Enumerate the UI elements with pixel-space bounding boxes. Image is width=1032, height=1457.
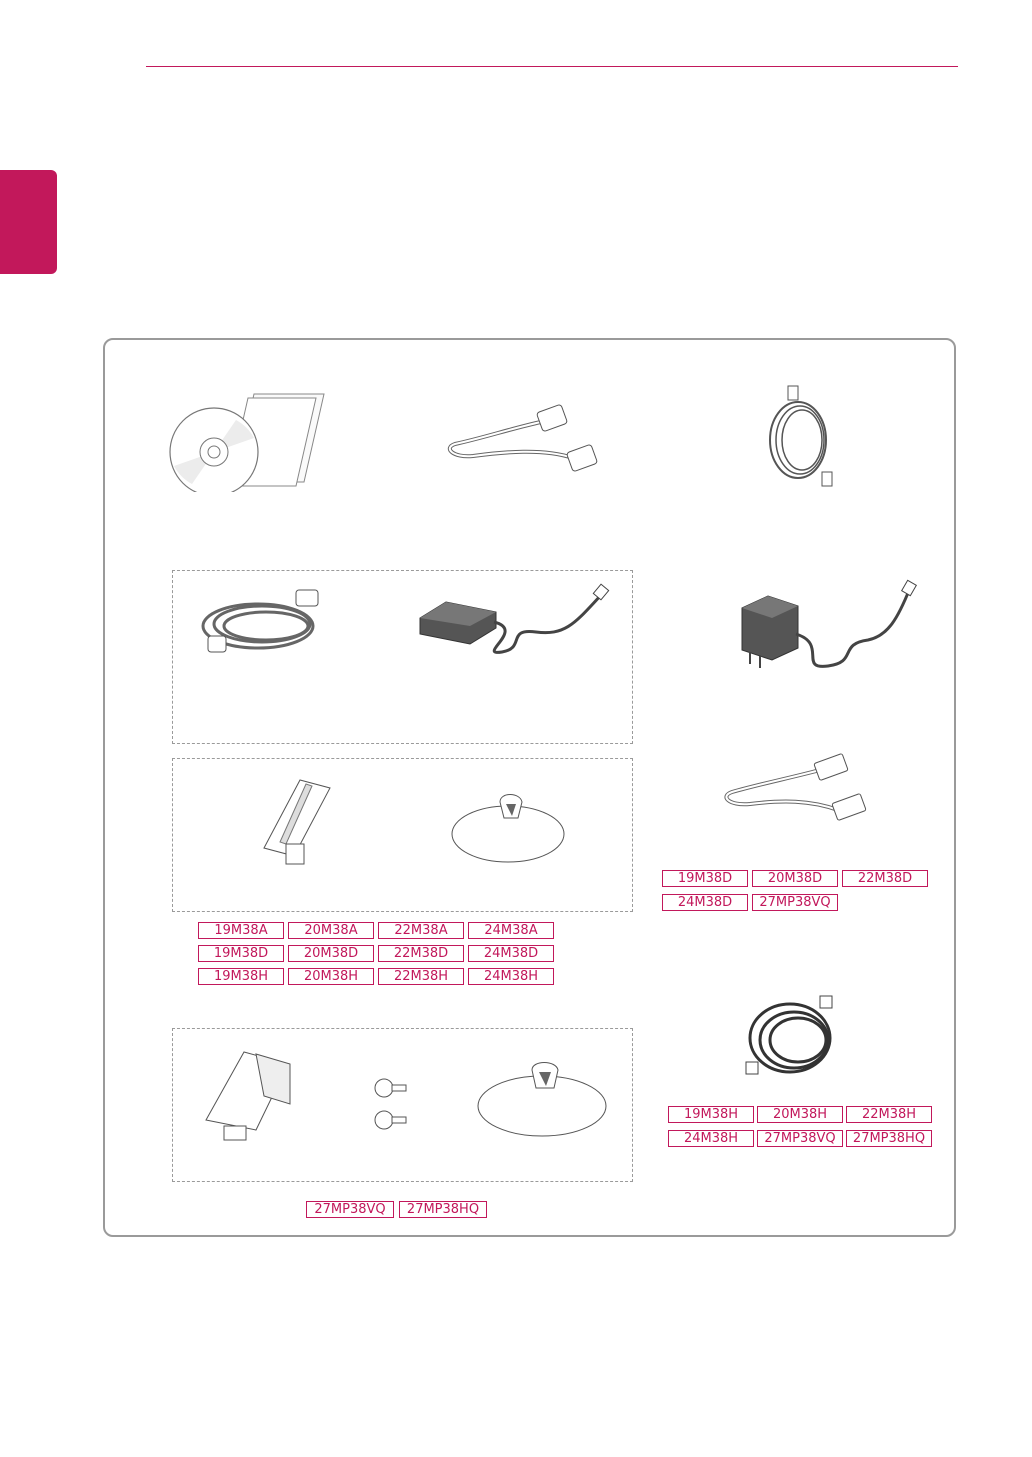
- model-tag: 19M38H: [198, 968, 284, 985]
- wall-adapter-illustration: [738, 578, 918, 678]
- model-tag: 22M38D: [378, 945, 464, 962]
- model-tag: 19M38D: [198, 945, 284, 962]
- cd-manual-illustration: [166, 390, 328, 492]
- model-tag: 20M38A: [288, 922, 374, 939]
- model-tag: 24M38H: [468, 968, 554, 985]
- model-tag: 19M38D: [662, 870, 748, 887]
- model-tag: 24M38A: [468, 922, 554, 939]
- model-tag: 19M38A: [198, 922, 284, 939]
- model-tag: 20M38D: [288, 945, 374, 962]
- model-tag: 24M38D: [468, 945, 554, 962]
- stand-body-illustration: [260, 772, 340, 872]
- screws-illustration: [372, 1076, 412, 1142]
- model-tag: 24M38D: [662, 894, 748, 911]
- model-tag: 27MP38HQ: [846, 1130, 932, 1147]
- model-tag: 22M38A: [378, 922, 464, 939]
- header-rule: [146, 66, 958, 67]
- model-tag: 27MP38VQ: [306, 1201, 394, 1218]
- model-tag: 20M38H: [288, 968, 374, 985]
- dvi-cable-illustration: [720, 748, 870, 824]
- cable-coil-illustration: [760, 382, 850, 492]
- stand-base-illustration: [450, 782, 570, 866]
- hdmi-cable-illustration: [742, 992, 842, 1088]
- ac-adapter-illustration: [416, 582, 616, 662]
- model-tag: 22M38D: [842, 870, 928, 887]
- stand-base-27-illustration: [476, 1054, 612, 1140]
- model-tag: 20M38D: [752, 870, 838, 887]
- model-tag: 22M38H: [846, 1106, 932, 1123]
- model-tag: 20M38H: [757, 1106, 843, 1123]
- power-cord-illustration: [198, 582, 348, 662]
- model-tag: 24M38H: [668, 1130, 754, 1147]
- model-tag: 27MP38HQ: [399, 1201, 487, 1218]
- dsub-cable-illustration: [443, 398, 608, 478]
- model-tag: 22M38H: [378, 968, 464, 985]
- model-tag: 27MP38VQ: [752, 894, 838, 911]
- stand-body-27-illustration: [200, 1044, 300, 1144]
- model-tag: 27MP38VQ: [757, 1130, 843, 1147]
- model-tag: 19M38H: [668, 1106, 754, 1123]
- section-tab: [0, 170, 57, 274]
